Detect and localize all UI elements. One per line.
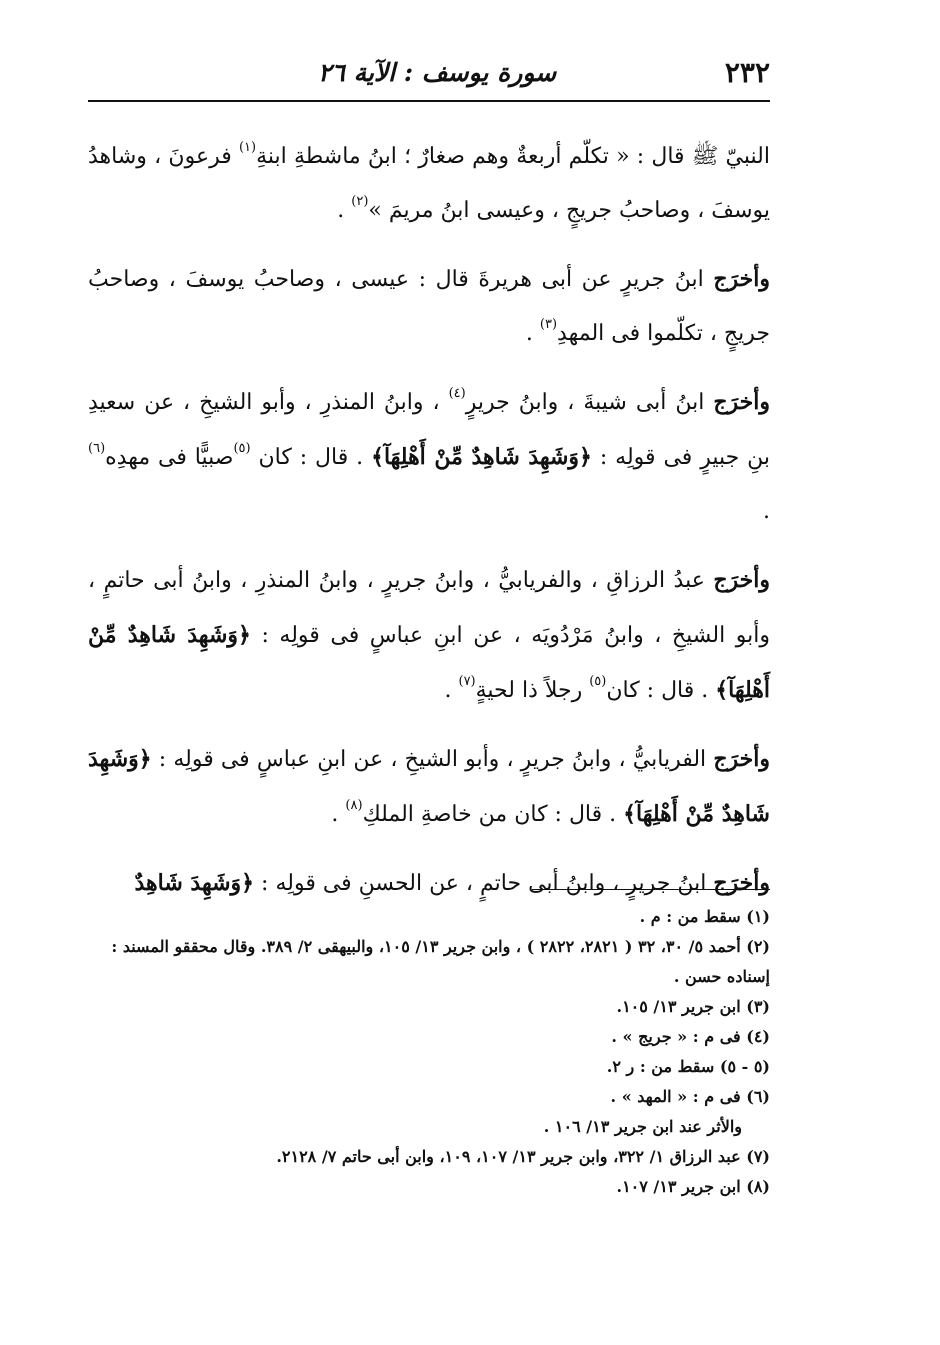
paragraph-text: عبدُ الرزاقِ ، والفريابيُّ ، وابنُ جريرٍ ، وابنُ المنذرِ ، وابنُ أبى حاتمٍ ، وأبو الشيخِ ، وابنُ مَرْدُويَه ، عن ابنِ عباسٍ فى قولِه : — [88, 568, 770, 648]
footnote: (٥ - ٥) سقط من : ر ٢. — [606, 1057, 770, 1076]
paragraph-text: . قال : كان — [606, 678, 716, 703]
quran-verse: ﴿وَشَهِدَ شَاهِدٌ مِّنْ أَهْلِهَآ﴾ — [371, 444, 592, 470]
paragraph-text: . قال : كان — [250, 445, 372, 470]
footnote-ref: (٨) — [345, 798, 363, 813]
footnote-ref: (٦) — [88, 441, 106, 456]
paragraph-text: ابنُ جريرٍ عن أبى هريرةَ قال : عيسى ، وصاحبُ يوسفَ ، وصاحبُ جريجٍ ، تكلّموا فى المهدِ — [88, 267, 770, 346]
paragraph-text: . قال : كان من خاصةِ الملكِ — [362, 802, 624, 827]
quran-verse: ﴿وَشَهِدَ شَاهِدٌ مِّنْ أَهْلِهَآ﴾ — [88, 746, 770, 827]
paragraph — [88, 130, 770, 238]
lead-word: وأخرَج — [713, 266, 770, 292]
paragraph — [88, 375, 770, 539]
footnote-continuation: والأثر عند ابن جرير ١٣/ ١٠٦ . — [543, 1117, 742, 1136]
paragraph-text: الفريابيُّ ، وابنُ جريرٍ ، وأبو الشيخِ ، عن ابنِ عباسٍ فى قولِه : — [151, 747, 714, 772]
footnotes — [88, 902, 770, 1202]
paragraph-text: رجلاً ذا لحيةٍ — [475, 678, 590, 703]
paragraph-text: النبيّ ﷺ قال : « تكلّم أربعةٌ وهم صغارٌ ؛ ابنُ ماشطةِ ابنةِ — [256, 144, 770, 169]
paragraph-text: ابنُ أبى شيبةَ ، وابنُ جريرٍ — [465, 390, 714, 415]
footnote: (٦) فى م : « المهد » . — [610, 1087, 770, 1106]
footnote-ref: (٢) — [351, 194, 369, 209]
paragraph-text: . — [444, 678, 459, 703]
running-title: سورة يوسف : الآية ٢٦ — [318, 57, 557, 87]
footnote: (٨) ابن جرير ١٣/ ١٠٧. — [616, 1177, 770, 1196]
paragraph-text: . — [763, 499, 770, 524]
footnote-ref: (٧) — [458, 674, 476, 689]
paragraph-text: ابنُ جريرٍ ، وابنُ أبى حاتمٍ ، عن الحسنِ فى قولِه : — [254, 871, 714, 896]
lead-word: وأخرَج — [713, 746, 770, 772]
quran-verse: ﴿وَشَهِدَ شَاهِدٌ — [134, 870, 255, 896]
footnote-ref: (٤) — [448, 386, 466, 401]
lead-word: وأخرَج — [713, 870, 770, 896]
quran-verse: ﴿وَشَهِدَ شَاهِدٌ مِّنْ أَهْلِهَآ﴾ — [88, 622, 770, 703]
paragraph-text: فرعونَ ، وشاهدُ يوسفَ ، وصاحبُ جريجٍ ، وعيسى ابنُ مريمَ » — [88, 144, 770, 223]
footnote: (١) سقط من : م . — [639, 907, 770, 926]
footnote-ref: (٥) — [589, 674, 607, 689]
footnote: (٧) عبد الرزاق ١/ ٣٢٢، وابن جرير ١٣/ ١٠٧، ١٠٩، وابن أبى حاتم ٧/ ٢١٢٨. — [276, 1147, 770, 1166]
paragraph-text: . — [525, 321, 540, 346]
footnote-ref: (٣) — [539, 317, 558, 332]
footnote: (٣) ابن جرير ١٣/ ١٠٥. — [616, 997, 770, 1016]
paragraph-text: . — [331, 802, 346, 827]
footnote: (٢) أحمد ٥/ ٣٠، ٣٢ ( ٢٨٢١، ٢٨٢٢ ) ، وابن جرير ١٣/ ١٠٥، والبيهقى ٢/ ٣٨٩. وقال محققو المسند : إسناده حسن . — [111, 937, 770, 986]
footnote-ref: (١) — [238, 140, 257, 155]
paragraph — [88, 252, 770, 361]
main-text — [88, 130, 770, 911]
page-number: ٢٣٢ — [724, 55, 770, 89]
lead-word: وأخرَج — [713, 389, 770, 415]
paragraph-text: صبيًّا فى مهدِه — [105, 445, 234, 470]
footnote: (٤) فى م : « جريج » . — [611, 1027, 770, 1046]
footnote-ref: (٥) — [233, 441, 251, 456]
footnote-rule — [532, 889, 770, 890]
paragraph — [88, 553, 770, 718]
running-header — [88, 50, 770, 94]
header-rule — [88, 100, 770, 102]
paragraph-text: . — [337, 198, 352, 223]
paragraph-text: ، وابنُ المنذرِ ، وأبو الشيخِ ، عن سعيدِ بنِ جبيرٍ فى قولِه : — [88, 390, 770, 470]
paragraph — [88, 732, 770, 842]
lead-word: وأخرَج — [713, 567, 770, 593]
